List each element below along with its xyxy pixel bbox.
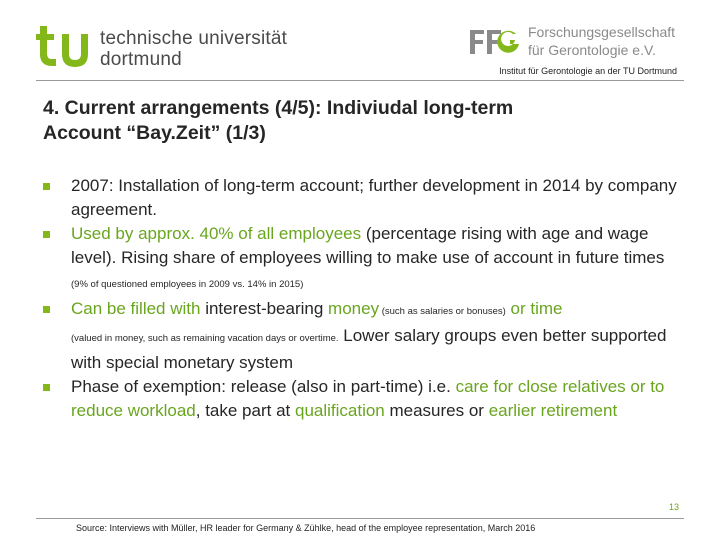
bullet-item	[43, 297, 683, 375]
institute-label: Institut für Gerontologie an der TU Dortmund	[499, 66, 677, 76]
bullet-small-note: (9% of questioned employees in 2009 vs. 14% in 2015)	[71, 279, 304, 290]
footer-divider	[36, 518, 684, 519]
bullet-text: Lower salary groups even better supported with special monetary system	[71, 326, 667, 372]
bullet-text: , take part at	[195, 401, 295, 420]
bullet-text: measures or	[384, 401, 489, 420]
ffg-logo-icon	[470, 28, 522, 56]
slide-title	[43, 96, 683, 146]
ffg-logo-line1: Forschungsgesellschaft	[528, 24, 676, 40]
bullet-square-icon	[43, 384, 50, 391]
bullet-small-note: (valued in money, such as remaining vacation days or overtime.	[71, 333, 339, 344]
slide-title-line2: Account “Bay.Zeit” (1/3)	[43, 122, 266, 144]
bullet-item	[43, 174, 683, 222]
ffg-logo-line2: für Gerontologie e.V.	[528, 42, 656, 58]
bullet-highlight: qualification	[294, 401, 385, 420]
page-number: 13	[668, 502, 679, 512]
bullet-item	[43, 222, 683, 297]
bullet-list	[43, 174, 683, 423]
bullet-highlight: Can be filled with	[71, 299, 201, 318]
bullet-highlight: or time	[505, 299, 563, 318]
tu-logo-icon	[36, 26, 94, 68]
bullet-text: (percentage rising with age and wage level). Rising share of employees willing to make use of account in future times	[71, 224, 665, 267]
bullet-text: interest-bearing	[200, 299, 329, 318]
tu-logo-line1: technische universität	[100, 28, 288, 49]
bullet-small-note: (such as salaries or bonuses)	[379, 306, 506, 317]
ffg-logo	[470, 24, 690, 62]
bullet-highlight: earlier retirement	[488, 401, 618, 420]
source-note: Source: Interviews with Müller, HR leader for Germany & Zühlke, head of the employee representation, March 2016	[76, 523, 536, 533]
header-divider	[36, 80, 684, 81]
bullet-item	[43, 375, 683, 423]
bullet-highlight: money	[328, 299, 380, 318]
tu-dortmund-logo	[36, 24, 286, 70]
bullet-square-icon	[43, 306, 50, 313]
bullet-text: Phase of exemption: release (also in part-time) i.e.	[71, 377, 456, 396]
bullet-highlight: care for close relatives or to reduce workload	[71, 377, 665, 420]
bullet-square-icon	[43, 183, 50, 190]
slide-title-line1: 4. Current arrangements (4/5): Indiviudal long-term	[43, 97, 514, 119]
tu-logo-line2: dortmund	[100, 49, 182, 70]
bullet-text: 2007: Installation of long-term account; further development in 2014 by company agreement.	[71, 176, 677, 219]
bullet-square-icon	[43, 231, 50, 238]
bullet-highlight: Used by approx. 40% of all employees	[71, 224, 362, 243]
